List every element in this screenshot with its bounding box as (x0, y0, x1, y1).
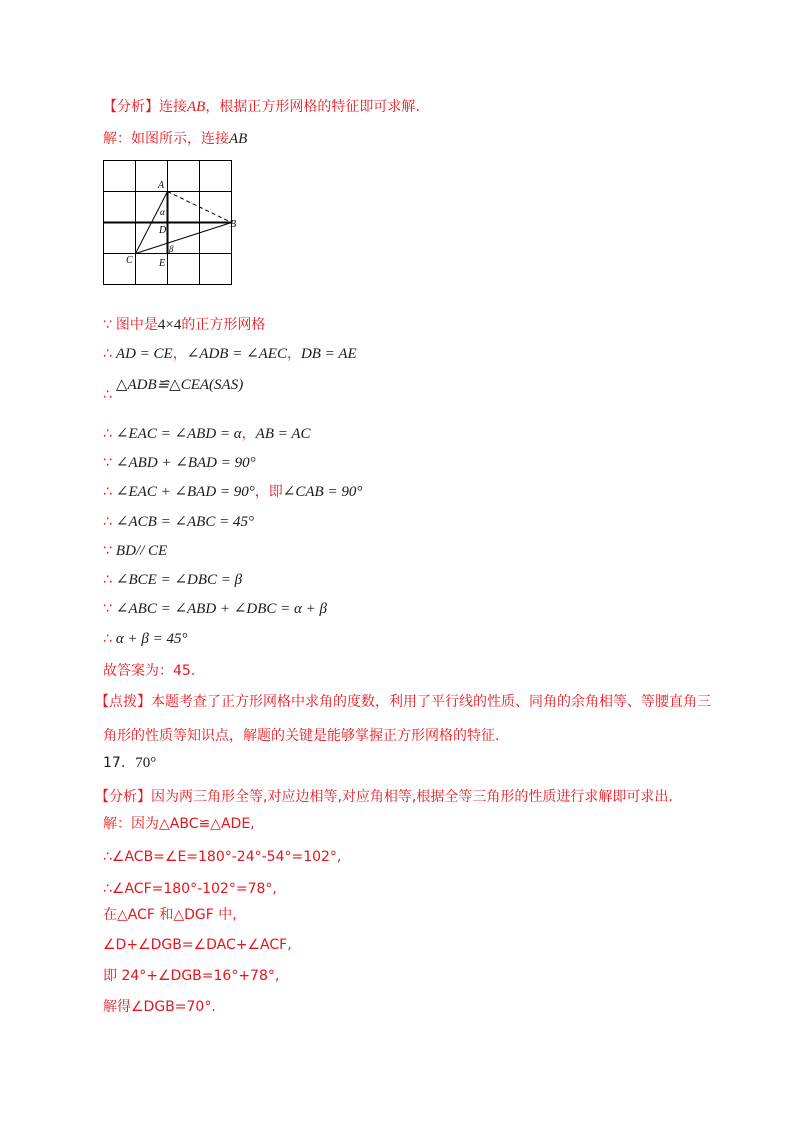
because-symbol: ∵ (103, 543, 112, 559)
solution-intro-text: 解：如图所示，连接 (103, 131, 229, 147)
analysis-tag: 【分析】 (95, 789, 151, 805)
step-11 (103, 630, 188, 648)
solution-17-line-6: 即 24°+∠DGB=16°+78°, (103, 968, 280, 984)
analysis-tag: 【分析】 (103, 99, 159, 115)
step-sep: ， (241, 426, 256, 442)
step-6 (103, 483, 362, 501)
grid-figure (103, 160, 238, 285)
therefore-symbol: ∴ (103, 387, 112, 403)
analysis-line (103, 98, 420, 116)
comment-text: 角形的性质等知识点，解题的关键是能够掌握正方形网格的特征. (103, 728, 500, 744)
solution-intro (103, 130, 247, 148)
step-sep: ， (286, 346, 301, 362)
step-math: ∠BCE = ∠DBC = β (115, 572, 243, 588)
solution-17-line-4: 在△ACF 和△DGF 中, (103, 907, 237, 923)
step-math: AB = AC (255, 426, 311, 442)
analysis-text: 因为两三角形全等,对应边相等,对应角相等,根据全等三角形的性质进行求解即可求出. (151, 789, 673, 805)
step-sep: ， (172, 346, 187, 362)
solution-17-line-7: 解得∠DGB=70°. (103, 999, 216, 1015)
therefore-symbol: ∴ (103, 514, 112, 530)
comment-text: 本题考查了正方形网格中求角的度数，利用了平行线的性质、同角的余角相等、等腰直角三 (151, 694, 711, 710)
therefore-symbol: ∴ (103, 631, 112, 647)
therefore-symbol: ∴ (103, 426, 112, 442)
step-9 (103, 571, 242, 589)
step-math: ∠CAB = 90° (282, 484, 363, 500)
step-math: AD = CE (115, 346, 173, 362)
solution-17-line-1: 解：因为△ABC≌△ADE, (103, 816, 255, 832)
step-4 (103, 425, 311, 443)
analysis-text-b: ，根据正方形网格的特征即可求解. (205, 99, 420, 115)
step-5 (103, 454, 256, 472)
step-math: ∠EAC + ∠BAD = 90° (115, 484, 255, 500)
step-math: ∠ACB = ∠ABC = 45° (115, 514, 254, 530)
analysis-17 (95, 788, 673, 806)
step-math: BD// CE (115, 543, 168, 559)
solution-intro-ab: AB (229, 131, 248, 147)
therefore-symbol: ∴ (103, 572, 112, 588)
solution-17-line-2: ∴∠ACB=∠E=180°-24°-54°=102°, (103, 849, 342, 865)
step-math: ∠ADB = ∠AEC (186, 346, 287, 362)
step-math: ∠ABD + ∠BAD = 90° (115, 455, 256, 471)
step-math: DB = AE (300, 346, 357, 362)
step-math: ∠ABC = ∠ABD + ∠DBC = α + β (115, 601, 327, 617)
label-beta: β (169, 244, 174, 254)
step-math: 4×4 (157, 317, 182, 333)
segment-cb (136, 223, 232, 254)
step-math: α + β = 45° (115, 631, 188, 647)
label-a: A (158, 180, 165, 191)
step-sep: ，即 (254, 484, 283, 500)
question-number: 17. (103, 755, 126, 771)
step-text: 图中是 (115, 317, 158, 333)
analysis-ab: AB (187, 99, 206, 115)
because-symbol: ∵ (103, 601, 112, 617)
step-7 (103, 513, 254, 531)
step-8 (103, 542, 167, 560)
answer-16: 故答案为：45. (103, 663, 196, 679)
therefore-symbol: ∴ (103, 346, 112, 362)
solution-17-line-5: ∠D+∠DGB=∠DAC+∠ACF, (103, 937, 292, 953)
because-symbol: ∵ (103, 317, 112, 333)
analysis-text-a: 连接 (159, 99, 187, 115)
label-d: D (159, 225, 167, 236)
step-math: ∠EAC = ∠ABD = α (115, 426, 242, 442)
step-1 (103, 316, 265, 334)
question-answer: 70° (135, 755, 157, 771)
step-text: 的正方形网格 (181, 317, 266, 333)
label-c: C (126, 255, 133, 266)
label-e: E (159, 258, 166, 269)
step-3 (103, 376, 244, 403)
label-alpha: α (160, 207, 165, 217)
step-10 (103, 600, 327, 618)
question-17 (103, 754, 156, 772)
label-b: B (230, 219, 237, 230)
because-symbol: ∵ (103, 455, 112, 471)
solution-17-line-3: ∴∠ACF=180°-102°=78°, (103, 881, 277, 897)
step-2 (103, 345, 357, 363)
step-math: △ADB≌△CEA(SAS) (115, 377, 244, 393)
comment-line-2 (103, 727, 499, 745)
comment-tag: 【点拨】 (95, 694, 151, 710)
comment-line-1 (95, 693, 711, 711)
therefore-symbol: ∴ (103, 484, 112, 500)
